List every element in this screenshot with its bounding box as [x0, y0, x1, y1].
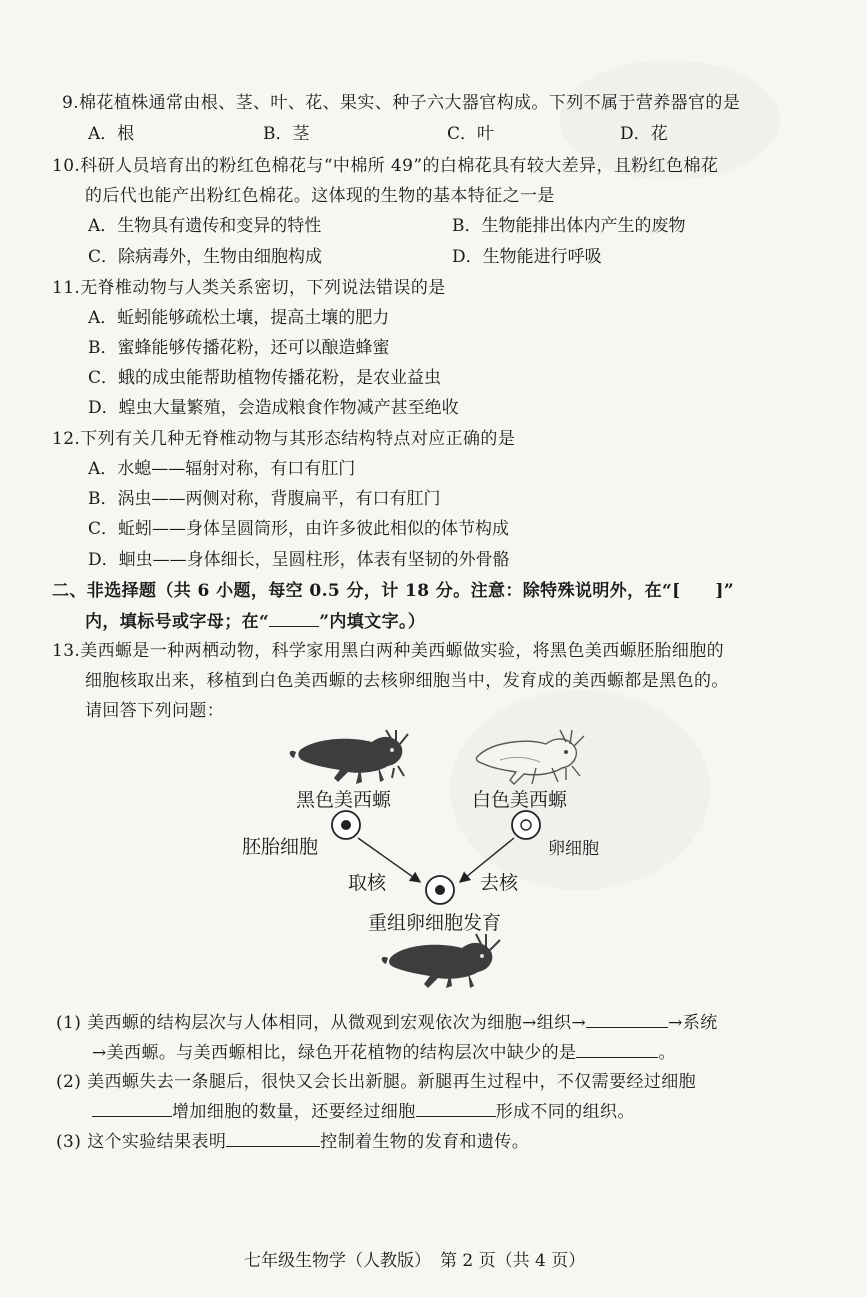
answer-blank-organ[interactable] [586, 1011, 668, 1028]
resulting-black-axolotl-image [382, 934, 500, 988]
remove-nucleus-label: 去核 [480, 872, 519, 894]
take-nucleus-label: 取核 [348, 872, 387, 894]
black-axolotl-label: 黑色美西螈 [296, 789, 392, 811]
q13-part1-text-c: →美西螈。与美西螈相比，绿色开花植物的结构层次中缺少的是 [92, 1043, 577, 1063]
q11-option-d: D．蝗虫大量繁殖，会造成粮食作物减产甚至绝收 [88, 398, 459, 418]
q13-part1-line1 [56, 1011, 718, 1034]
q9-option-d: D．花 [620, 124, 668, 144]
footer-subject: 七年级生物学（人教版） [244, 1251, 431, 1271]
q10-option-b: B．生物能排出体内产生的废物 [452, 216, 686, 236]
q13-part1-text-b: →系统 [668, 1013, 718, 1033]
q13-part2-line1: (2) 美西螈失去一条腿后，很快又会长出新腿。新腿再生过程中，不仅需要经过细胞 [56, 1072, 697, 1092]
q12-stem: 12.下列有关几种无脊椎动物与其形态结构特点对应正确的是 [52, 429, 516, 449]
section2-header-line2 [85, 610, 425, 633]
q9-option-a: A．根 [88, 124, 135, 144]
q11-option-c: C．蛾的成虫能帮助植物传播花粉，是农业益虫 [88, 368, 442, 388]
embryo-cell-icon [332, 811, 360, 839]
q11-option-a: A．蚯蚓能够疏松土壤，提高土壤的肥力 [88, 308, 390, 328]
q13-intro-line1: 13.美西螈是一种两栖动物，科学家用黑白两种美西螈做实验，将黑色美西螈胚胎细胞的 [52, 641, 725, 661]
q12-option-c: C．蚯蚓——身体呈圆筒形，由许多彼此相似的体节构成 [88, 519, 510, 539]
answer-blank-cell-differentiation[interactable] [416, 1100, 496, 1117]
q10-option-c: C．除病毒外，生物由细胞构成 [88, 247, 323, 267]
recombined-egg-cell-icon [426, 876, 454, 904]
white-axolotl-label: 白色美西螈 [472, 789, 568, 811]
q13-part3-text-a: (3) 这个实验结果表明 [56, 1132, 227, 1152]
q9-option-b: B．茎 [263, 124, 310, 144]
q10-stem-line2: 的后代也能产出粉红色棉花。这体现的生物的基本特征之一是 [85, 186, 555, 206]
footer-page-number: 第 2 页（共 4 页） [440, 1251, 586, 1271]
q13-part1-line2 [92, 1041, 676, 1064]
q10-option-a: A．生物具有遗传和变异的特性 [88, 216, 322, 236]
answer-blank-controller[interactable] [226, 1130, 320, 1147]
answer-blank-missing-level[interactable] [576, 1041, 658, 1058]
q9-option-c: C．叶 [447, 124, 495, 144]
q12-option-b: B．涡虫——两侧对称，背腹扁平，有口有肛门 [88, 489, 441, 509]
q13-part2-line2 [92, 1100, 635, 1123]
q10-option-d: D．生物能进行呼吸 [452, 247, 602, 267]
q11-stem: 11.无脊椎动物与人类关系密切，下列说法错误的是 [52, 278, 446, 298]
q11-option-b: B．蜜蜂能够传播花粉，还可以酿造蜂蜜 [88, 338, 390, 358]
egg-cell-label: 卵细胞 [548, 839, 599, 859]
q12-option-d: D．蛔虫——身体细长，呈圆柱形，体表有坚韧的外骨骼 [88, 550, 510, 570]
egg-cell-icon [512, 811, 540, 839]
q9-stem: 9.棉花植株通常由根、茎、叶、花、果实、种子六大器官构成。下列不属于营养器官的是 [62, 93, 741, 113]
black-axolotl-image [290, 730, 408, 784]
recombined-egg-development-label: 重组卵细胞发育 [368, 912, 502, 934]
q13-part2-text-c: 形成不同的组织。 [495, 1102, 635, 1122]
q13-part1-text-d: 。 [658, 1043, 676, 1063]
answer-blank-cell-division[interactable] [92, 1100, 172, 1117]
embryo-cell-label: 胚胎细胞 [242, 836, 319, 858]
q13-intro-line3: 请回答下列问题： [85, 701, 225, 721]
section2-header-line2-a: 内，填标号或字母；在“ [85, 612, 270, 632]
blank-underline [269, 610, 319, 627]
q13-part1-text-a: (1) 美西螈的结构层次与人体相同，从微观到宏观依次为细胞→组织→ [56, 1013, 587, 1033]
section2-header-line2-b: ”内填文字。） [319, 612, 426, 632]
q13-part2-text-b: 增加细胞的数量，还要经过细胞 [172, 1102, 416, 1122]
q13-part3-line [56, 1130, 529, 1153]
q13-part3-text-b: 控制着生物的发育和遗传。 [320, 1132, 530, 1152]
axolotl-experiment-diagram [0, 720, 867, 1020]
q12-option-a: A．水螅——辐射对称，有口有肛门 [88, 459, 356, 479]
q13-intro-line2: 细胞核取出来，移植到白色美西螈的去核卵细胞当中，发育成的美西螈都是黑色的。 [85, 671, 729, 691]
white-axolotl-image [476, 730, 584, 784]
section2-header-line1: 二、非选择题（共 6 小题，每空 0.5 分，计 18 分。注意：除特殊说明外，在“[ ]” [52, 581, 735, 601]
q10-stem-line1: 10.科研人员培育出的粉红色棉花与“中棉所 49”的白棉花具有较大差异，且粉红色棉花 [52, 156, 719, 176]
